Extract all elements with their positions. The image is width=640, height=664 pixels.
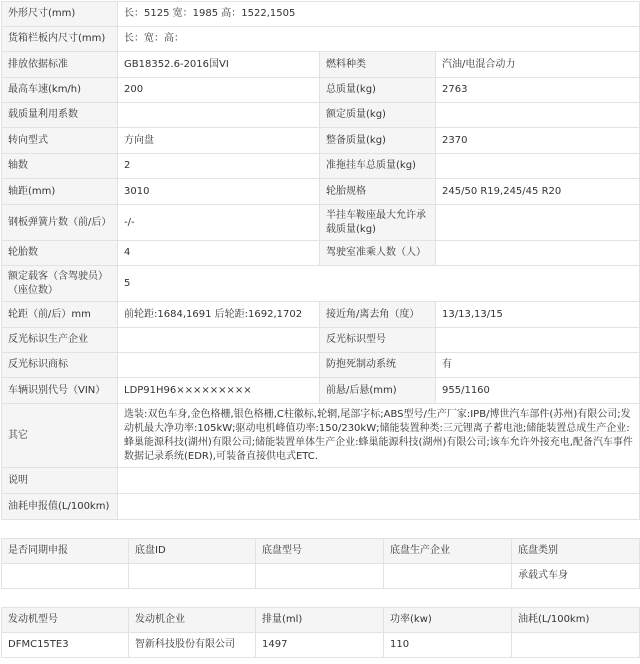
chassis-header-cell: 底盘类别	[512, 539, 640, 564]
spec-label: 货箱栏板内尺寸(mm)	[2, 27, 118, 52]
chassis-header-cell: 底盘生产企业	[384, 539, 512, 564]
spec-label: 反光标识型号	[320, 328, 436, 353]
spec-value: 汽油/电混合动力	[436, 52, 640, 78]
spec-row	[2, 302, 640, 328]
engine-data-cell: DFMC15TE3	[2, 633, 129, 658]
engine-data-row	[2, 633, 640, 658]
spec-label: 驾驶室准乘人数（人）	[320, 241, 436, 266]
engine-table	[1, 607, 640, 658]
spec-value: 方向盘	[118, 128, 320, 154]
spec-row	[2, 378, 640, 404]
spec-label: 反光标识商标	[2, 353, 118, 378]
spec-label: 油耗申报值(L/100km)	[2, 494, 118, 520]
chassis-header-cell: 是否同期申报	[2, 539, 129, 564]
spec-label: 准拖挂车总质量(kg)	[320, 154, 436, 179]
spec-label: 燃料种类	[320, 52, 436, 78]
spec-label: 钢板弹簧片数（前/后）	[2, 205, 118, 241]
spec-value	[436, 154, 640, 179]
spec-row	[2, 468, 640, 494]
chassis-header-row	[2, 539, 640, 564]
spec-value	[436, 205, 640, 241]
engine-data-cell	[512, 633, 640, 658]
engine-header-cell: 发动机型号	[2, 608, 129, 633]
spec-value: 2370	[436, 128, 640, 154]
spec-value: 长：宽：高：	[118, 27, 640, 52]
spec-label: 载质量利用系数	[2, 103, 118, 128]
spec-label: 外形尺寸(mm)	[2, 2, 118, 27]
spec-row	[2, 27, 640, 52]
spec-value	[436, 328, 640, 353]
spec-label: 防抱死制动系统	[320, 353, 436, 378]
spec-label: 接近角/离去角（度）	[320, 302, 436, 328]
spec-label: 轴数	[2, 154, 118, 179]
chassis-data-cell	[129, 564, 256, 589]
spec-row	[2, 328, 640, 353]
chassis-data-cell	[256, 564, 384, 589]
spec-value	[118, 494, 640, 520]
spec-row	[2, 52, 640, 78]
spec-value	[118, 103, 320, 128]
engine-data-cell: 1497	[256, 633, 384, 658]
engine-data-cell: 智新科技股份有限公司	[129, 633, 256, 658]
spec-row	[2, 494, 640, 520]
spec-value: LDP91H96×××××××××	[118, 378, 320, 404]
spec-label: 车辆识别代号（VIN）	[2, 378, 118, 404]
spec-label: 轴距(mm)	[2, 179, 118, 205]
spec-value: 有	[436, 353, 640, 378]
spec-label: 其它	[2, 404, 118, 468]
spec-value: 2763	[436, 78, 640, 103]
spec-row	[2, 205, 640, 241]
spec-label: 额定质量(kg)	[320, 103, 436, 128]
spec-label: 前悬/后悬(mm)	[320, 378, 436, 404]
spec-row	[2, 353, 640, 378]
spec-value	[118, 353, 320, 378]
chassis-table	[1, 538, 640, 589]
spec-label: 轮胎数	[2, 241, 118, 266]
spec-row	[2, 266, 640, 302]
vehicle-spec-table	[1, 1, 640, 520]
chassis-header-cell: 底盘ID	[129, 539, 256, 564]
spec-row	[2, 2, 640, 27]
engine-header-row	[2, 608, 640, 633]
spec-value: 前轮距:1684,1691 后轮距:1692,1702	[118, 302, 320, 328]
spec-label: 轮距（前/后）mm	[2, 302, 118, 328]
spec-value: 2	[118, 154, 320, 179]
spec-value: 长：5125 宽：1985 高：1522,1505	[118, 2, 640, 27]
spec-value: 3010	[118, 179, 320, 205]
engine-data-cell: 110	[384, 633, 512, 658]
spec-value	[118, 328, 320, 353]
chassis-data-cell: 承载式车身	[512, 564, 640, 589]
spec-value: 选装:双色车身,金色格栅,银色格栅,C柱徽标,轮辋,尾部字标;ABS型号/生产厂家:IPB/博世汽车部件(苏州)有限公司;发动机最大净功率:105kW;驱动电机峰值功率:150/230kW;储能装置种类:三元锂离子蓄电池;储能装置总成生产企业:蜂巢能源科技(湖州)有限公司;储能装置单体生产企业:蜂巢能源科技(湖州)有限公司;该车允许外接充电,配备汽车事件数据记录系统(EDR),可装备直接供电式ETC.	[118, 404, 640, 468]
spec-value: 200	[118, 78, 320, 103]
spec-label: 总质量(kg)	[320, 78, 436, 103]
spec-label: 反光标识生产企业	[2, 328, 118, 353]
engine-header-cell: 功率(kw)	[384, 608, 512, 633]
spec-label: 最高车速(km/h)	[2, 78, 118, 103]
spec-value	[436, 241, 640, 266]
spec-value: 5	[118, 266, 640, 302]
spec-label: 排放依据标准	[2, 52, 118, 78]
spec-label: 额定载客（含驾驶员）（座位数）	[2, 266, 118, 302]
spec-row	[2, 179, 640, 205]
spec-row	[2, 154, 640, 179]
chassis-header-cell: 底盘型号	[256, 539, 384, 564]
engine-header-cell: 排量(ml)	[256, 608, 384, 633]
chassis-data-cell	[384, 564, 512, 589]
spec-row	[2, 241, 640, 266]
engine-header-cell: 油耗(L/100km)	[512, 608, 640, 633]
spec-row	[2, 78, 640, 103]
spec-value: 4	[118, 241, 320, 266]
spec-value: 13/13,13/15	[436, 302, 640, 328]
spec-label: 半挂车鞍座最大允许承载质量(kg)	[320, 205, 436, 241]
spec-row	[2, 128, 640, 154]
spec-value: 955/1160	[436, 378, 640, 404]
spec-row	[2, 404, 640, 468]
spec-value	[118, 468, 640, 494]
spec-value	[436, 103, 640, 128]
spec-label: 转向型式	[2, 128, 118, 154]
spec-row	[2, 103, 640, 128]
chassis-data-row	[2, 564, 640, 589]
spec-label: 整备质量(kg)	[320, 128, 436, 154]
spec-label: 说明	[2, 468, 118, 494]
engine-header-cell: 发动机企业	[129, 608, 256, 633]
spec-value: -/-	[118, 205, 320, 241]
spec-label: 轮胎规格	[320, 179, 436, 205]
chassis-data-cell	[2, 564, 129, 589]
spec-value: 245/50 R19,245/45 R20	[436, 179, 640, 205]
spec-value: GB18352.6-2016国VI	[118, 52, 320, 78]
